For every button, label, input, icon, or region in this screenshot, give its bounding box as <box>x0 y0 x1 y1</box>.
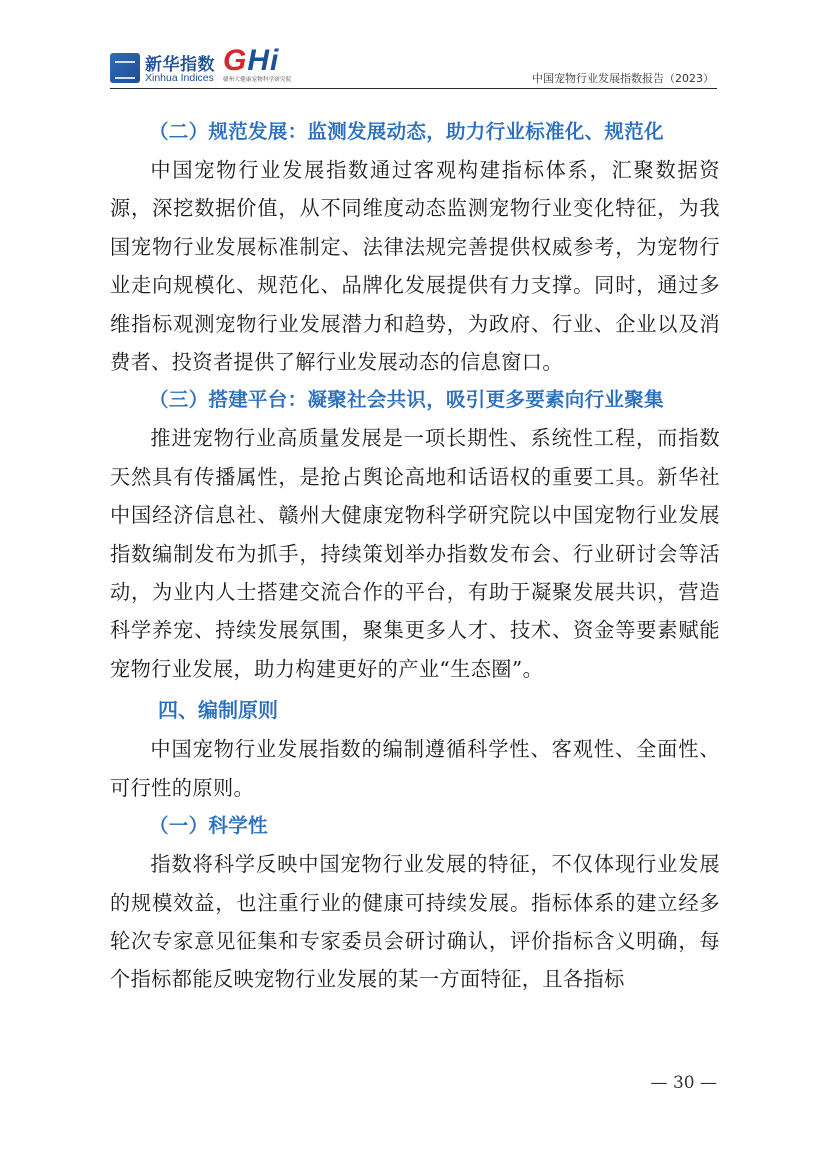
xinhua-logo-en-text: Xinhua Indices <box>145 72 214 84</box>
paragraph-standardized-development: 中国宠物行业发展指数通过客观构建指标体系，汇聚数据资源，深挖数据价值，从不同维度动态监测宠物行业变化特征，为我国宠物行业发展标准制定、法律法规完善提供权威参考，为宠物行业走向规模化、规范化、品牌化发展提供有力支撑。同时，通过多维指标观测宠物行业发展潜力和趋势，为政府、行业、企业以及消费者、投资者提供了解行业发展动态的信息窗口。 <box>110 158 720 375</box>
xinhua-logo-mark-icon <box>110 53 140 83</box>
ghi-logo-hi: Hi <box>247 44 280 77</box>
section-heading-scientific: （一）科学性 <box>149 814 268 838</box>
header-divider <box>110 88 717 89</box>
paragraph-scientific: 指数将科学反映中国宠物行业发展的特征，不仅体现行业发展的规模效益，也注重行业的健康可持续发展。指标体系的建立经多轮次专家意见征集和专家委员会研讨确认，评价指标含义明确，每个指标都能反映宠物行业发展的某一方面特征，且各指标 <box>110 852 720 992</box>
paragraph-build-platform: 推进宠物行业高质量发展是一项长期性、系统性工程，而指数天然具有传播属性，是抢占舆论高地和话语权的重要工具。新华社中国经济信息社、赣州大健康宠物科学研究院以中国宠物行业发展指数编制发布为抓手，持续策划举办指数发布会、行业研讨会等活动，为业内人士搭建交流合作的平台，有助于凝聚发展共识，营造科学养宠、持续发展氛围，聚集更多人才、技术、资金等要素赋能宠物行业发展，助力构建更好的产业“生态圈”。 <box>110 426 720 681</box>
paragraph-compilation-principles: 中国宠物行业发展指数的编制遵循科学性、客观性、全面性、可行性的原则。 <box>110 737 720 800</box>
page-body <box>110 113 720 999</box>
ghi-logo-g: G <box>223 44 248 77</box>
xinhua-logo-cn-text: 新华指数 <box>145 55 215 75</box>
ghi-logo-wordmark <box>223 44 279 78</box>
ghi-logo-subtitle: 赣州大健康宠物科学研究院 <box>223 77 292 83</box>
page-number: — 30 — <box>650 1073 717 1093</box>
section-heading-standardized-development: （二）规范发展：监测发展动态，助力行业标准化、规范化 <box>149 120 664 143</box>
page-header <box>0 0 827 92</box>
report-title: 中国宠物行业发展指数报告（2023） <box>532 72 714 85</box>
xinhua-indices-logo <box>110 50 218 86</box>
section-heading-build-platform: （三）搭建平台：凝聚社会共识，吸引更多要素向行业聚集 <box>149 388 664 412</box>
chapter-heading-compilation-principles: 四、编制原则 <box>158 698 278 723</box>
ghi-institute-logo <box>223 44 307 84</box>
